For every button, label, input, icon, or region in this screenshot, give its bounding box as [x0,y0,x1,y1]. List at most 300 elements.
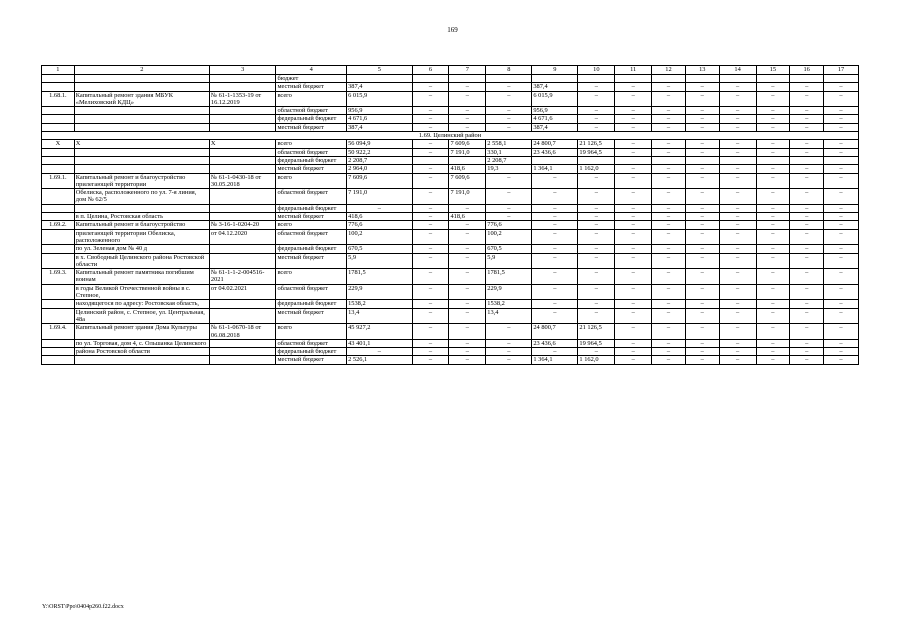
value-cell: – [685,140,719,148]
item-number: 1.69.2. [42,221,75,229]
value-cell: 19,3 [486,165,532,173]
table-row [42,140,859,148]
value-cell [532,75,578,83]
value-cell: – [652,91,686,107]
object-name: Капитальный ремонт и благоустройство [74,221,209,229]
value-cell: – [652,300,686,308]
value-cell: – [790,173,824,189]
value-cell: – [449,107,486,115]
value-cell: – [685,213,719,221]
value-cell: 387,4 [347,83,413,91]
value-cell: – [412,213,449,221]
item-number: 1.68.1. [42,91,75,107]
value-cell: – [449,83,486,91]
value-cell: – [486,115,532,123]
value-cell: – [532,204,578,212]
value-cell: – [824,204,859,212]
value-cell: – [615,165,652,173]
value-cell: – [578,173,615,189]
value-cell: – [652,348,686,356]
value-cell: 1538,2 [486,300,532,308]
value-cell: – [532,348,578,356]
value-cell: – [756,140,790,148]
value-cell: – [790,245,824,253]
value-cell: – [790,123,824,131]
value-cell: – [719,165,756,173]
value-cell: – [412,83,449,91]
funding-source: всего [276,221,347,229]
funding-source: местный бюджет [276,213,347,221]
value-cell [347,75,413,83]
value-cell: 7 609,6 [449,173,486,189]
contract-number: Х [209,140,276,148]
contract-number [209,339,276,347]
value-cell: – [532,284,578,300]
value-cell: – [486,91,532,107]
value-cell: – [824,324,859,340]
column-number: 12 [652,66,686,75]
value-cell [719,156,756,164]
value-cell: – [578,123,615,131]
value-cell: – [719,339,756,347]
value-cell: – [756,213,790,221]
value-cell: – [449,91,486,107]
value-cell: – [449,339,486,347]
value-cell: – [578,308,615,324]
value-cell: – [824,356,859,364]
funding-source: бюджет [276,75,347,83]
value-cell: 21 126,5 [578,324,615,340]
value-cell: – [824,245,859,253]
contract-number [209,189,276,205]
funding-source: всего [276,324,347,340]
column-number: 1 [42,66,75,75]
value-cell: – [824,221,859,229]
column-number: 17 [824,66,859,75]
item-number [42,245,75,253]
item-number [42,339,75,347]
column-number: 15 [756,66,790,75]
value-cell: – [652,245,686,253]
value-cell: – [615,245,652,253]
value-cell: – [685,284,719,300]
value-cell: – [790,308,824,324]
object-name: Капитальный ремонт и благоустройство прилегающей территории [74,173,209,189]
value-cell: – [824,300,859,308]
value-cell: – [449,356,486,364]
column-number: 7 [449,66,486,75]
value-cell: – [824,284,859,300]
value-cell: – [449,221,486,229]
value-cell: – [790,348,824,356]
value-cell: – [824,173,859,189]
value-cell: – [756,308,790,324]
contract-number: от 04.02.2021 [209,284,276,300]
value-cell: 1781,5 [486,269,532,285]
value-cell [652,75,686,83]
object-name [74,107,209,115]
column-number: 9 [532,66,578,75]
funding-source: всего [276,173,347,189]
value-cell: – [578,213,615,221]
value-cell: – [824,165,859,173]
object-name: Х [74,140,209,148]
column-number: 5 [347,66,413,75]
value-cell: 24 800,7 [532,140,578,148]
value-cell: – [532,308,578,324]
value-cell: – [790,324,824,340]
value-cell: 7 609,6 [449,140,486,148]
value-cell: 19 964,5 [578,148,615,156]
value-cell: – [824,189,859,205]
contract-number [209,75,276,83]
value-cell: 2 208,7 [486,156,532,164]
value-cell: – [756,356,790,364]
funding-source: областной бюджет [276,107,347,115]
value-cell: – [578,284,615,300]
table-row [42,356,859,364]
value-cell: – [719,83,756,91]
value-cell: – [486,339,532,347]
value-cell: 1 162,0 [578,165,615,173]
column-number: 10 [578,66,615,75]
object-name: Целинский район, с. Степное, ул. Центральная, 48а [74,308,209,324]
table-row [42,339,859,347]
value-cell: – [412,339,449,347]
value-cell: – [790,189,824,205]
value-cell: – [719,148,756,156]
value-cell: 418,6 [449,213,486,221]
item-number [42,300,75,308]
value-cell: – [756,148,790,156]
value-cell: – [790,356,824,364]
value-cell: – [756,229,790,245]
value-cell: 387,4 [532,83,578,91]
object-name [74,115,209,123]
value-cell: 19 964,5 [578,339,615,347]
value-cell [486,75,532,83]
object-name [74,356,209,364]
value-cell: – [412,300,449,308]
value-cell: – [652,115,686,123]
table-row [42,213,859,221]
value-cell: 50 922,2 [347,148,413,156]
table-row [42,91,859,107]
value-cell [578,156,615,164]
value-cell: – [578,300,615,308]
value-cell: 13,4 [486,308,532,324]
value-cell [756,156,790,164]
value-cell: – [790,148,824,156]
table-row [42,348,859,356]
value-cell: – [652,253,686,269]
value-cell: – [790,83,824,91]
funding-source: всего [276,269,347,285]
value-cell: – [824,91,859,107]
table-row [42,284,859,300]
value-cell: 776,6 [486,221,532,229]
value-cell: – [756,204,790,212]
object-name [74,156,209,164]
object-name: по ул. Зеленая дом № 40 д [74,245,209,253]
value-cell: – [347,348,413,356]
value-cell: – [790,300,824,308]
object-name: Капитальный ремонт здания Дома Культуры [74,324,209,340]
value-cell: – [652,324,686,340]
value-cell: – [412,189,449,205]
value-cell: – [824,107,859,115]
value-cell: – [719,245,756,253]
funding-source: местный бюджет [276,123,347,131]
value-cell: – [790,213,824,221]
value-cell: – [790,165,824,173]
value-cell: – [578,189,615,205]
value-cell: – [615,348,652,356]
value-cell: 2 208,7 [347,156,413,164]
column-number: 2 [74,66,209,75]
column-number: 8 [486,66,532,75]
contract-number [209,204,276,212]
item-number [42,204,75,212]
value-cell: 956,9 [347,107,413,115]
value-cell: – [790,229,824,245]
value-cell: – [824,213,859,221]
value-cell: – [685,253,719,269]
value-cell: – [756,253,790,269]
value-cell: 7 191,0 [347,189,413,205]
table-row [42,308,859,324]
table-row [42,83,859,91]
item-number [42,148,75,156]
value-cell: – [685,148,719,156]
value-cell: 2 558,1 [486,140,532,148]
funding-source: областной бюджет [276,148,347,156]
value-cell: – [412,115,449,123]
value-cell [449,75,486,83]
value-cell: – [578,253,615,269]
object-name: в годы Великой Отечественной войны в с. Степное, [74,284,209,300]
value-cell: – [685,356,719,364]
value-cell: – [412,221,449,229]
value-cell: – [790,284,824,300]
table-row [42,300,859,308]
value-cell: – [685,229,719,245]
value-cell: – [532,221,578,229]
object-name [74,123,209,131]
value-cell: – [756,115,790,123]
funding-source: местный бюджет [276,308,347,324]
value-cell: – [719,324,756,340]
value-cell: – [685,245,719,253]
value-cell: – [615,204,652,212]
section-title: 1.69. Целинский район [42,132,859,140]
value-cell: – [486,173,532,189]
value-cell: 330,1 [486,148,532,156]
value-cell: – [412,284,449,300]
value-cell: 45 927,2 [347,324,413,340]
column-number: 11 [615,66,652,75]
value-cell: – [532,173,578,189]
value-cell: – [578,221,615,229]
contract-number: № 61-1-1353-19 от 16.12.2019 [209,91,276,107]
item-number [42,123,75,131]
value-cell: – [824,83,859,91]
table-row [42,148,859,156]
value-cell: – [615,173,652,189]
table-row [42,156,859,164]
value-cell: – [532,229,578,245]
value-cell: – [449,253,486,269]
value-cell: – [719,189,756,205]
value-cell: 2 964,0 [347,165,413,173]
value-cell [532,156,578,164]
value-cell: – [412,91,449,107]
value-cell: 13,4 [347,308,413,324]
value-cell: – [652,189,686,205]
table-row [42,189,859,205]
funding-source: областной бюджет [276,229,347,245]
value-cell: – [578,91,615,107]
value-cell: – [756,269,790,285]
object-name: прилегающей территории Обелиска, расположенного [74,229,209,245]
value-cell: – [756,91,790,107]
value-cell: – [756,284,790,300]
value-cell: – [615,91,652,107]
value-cell: – [685,123,719,131]
value-cell: – [449,308,486,324]
value-cell: – [685,339,719,347]
value-cell: 5,9 [347,253,413,269]
funding-source: федеральный бюджет [276,204,347,212]
item-number [42,156,75,164]
value-cell: – [719,269,756,285]
value-cell [652,156,686,164]
item-number [42,165,75,173]
value-cell: – [486,348,532,356]
value-cell: – [652,221,686,229]
funding-source: федеральный бюджет [276,245,347,253]
value-cell: – [756,165,790,173]
value-cell: – [719,213,756,221]
funding-source: местный бюджет [276,253,347,269]
value-cell [790,75,824,83]
object-name [74,165,209,173]
value-cell: 23 436,6 [532,339,578,347]
funding-source: всего [276,140,347,148]
value-cell: – [719,308,756,324]
value-cell: 23 436,6 [532,148,578,156]
value-cell: 2 526,1 [347,356,413,364]
value-cell: – [412,269,449,285]
contract-number [209,300,276,308]
funding-source: федеральный бюджет [276,156,347,164]
value-cell: – [412,173,449,189]
value-cell: – [615,253,652,269]
value-cell: – [449,123,486,131]
value-cell: – [719,356,756,364]
value-cell: – [756,348,790,356]
value-cell: – [790,91,824,107]
contract-number [209,107,276,115]
item-number [42,213,75,221]
value-cell: 7 609,6 [347,173,413,189]
value-cell: – [685,189,719,205]
item-number: 1.69.3. [42,269,75,285]
value-cell: – [756,189,790,205]
value-cell: – [412,229,449,245]
value-cell: – [685,115,719,123]
value-cell [449,156,486,164]
table-row [42,107,859,115]
value-cell: – [685,204,719,212]
item-number [42,107,75,115]
funding-source: местный бюджет [276,356,347,364]
value-cell: – [652,269,686,285]
value-cell: – [449,300,486,308]
value-cell: – [719,284,756,300]
value-cell: – [486,204,532,212]
value-cell: 418,6 [347,213,413,221]
value-cell: 1538,2 [347,300,413,308]
value-cell: – [615,324,652,340]
value-cell: 21 126,5 [578,140,615,148]
value-cell: – [578,245,615,253]
value-cell: – [615,83,652,91]
value-cell: – [719,348,756,356]
contract-number [209,83,276,91]
value-cell: – [719,107,756,115]
contract-number: от 04.12.2020 [209,229,276,245]
table-row [42,324,859,340]
contract-number [209,123,276,131]
value-cell [412,156,449,164]
value-cell: – [824,229,859,245]
object-name: района Ростовской области [74,348,209,356]
value-cell [615,75,652,83]
value-cell: – [824,123,859,131]
value-cell [685,75,719,83]
value-cell: – [615,115,652,123]
value-cell: – [824,148,859,156]
value-cell: – [412,356,449,364]
column-number-row [42,66,859,75]
value-cell: 229,9 [486,284,532,300]
value-cell: 1781,5 [347,269,413,285]
value-cell: 7 191,0 [449,189,486,205]
value-cell: – [615,356,652,364]
value-cell: – [652,213,686,221]
value-cell: – [719,253,756,269]
value-cell: – [486,213,532,221]
column-number: 3 [209,66,276,75]
value-cell: – [719,123,756,131]
value-cell: – [412,253,449,269]
object-name [74,83,209,91]
value-cell [615,156,652,164]
value-cell: – [652,308,686,324]
value-cell: – [719,229,756,245]
value-cell: – [486,123,532,131]
column-number: 4 [276,66,347,75]
item-number: 1.69.1. [42,173,75,189]
value-cell: – [756,245,790,253]
value-cell: – [412,324,449,340]
value-cell: – [652,204,686,212]
value-cell: – [449,269,486,285]
value-cell: 229,9 [347,284,413,300]
contract-number [209,308,276,324]
value-cell: – [412,245,449,253]
